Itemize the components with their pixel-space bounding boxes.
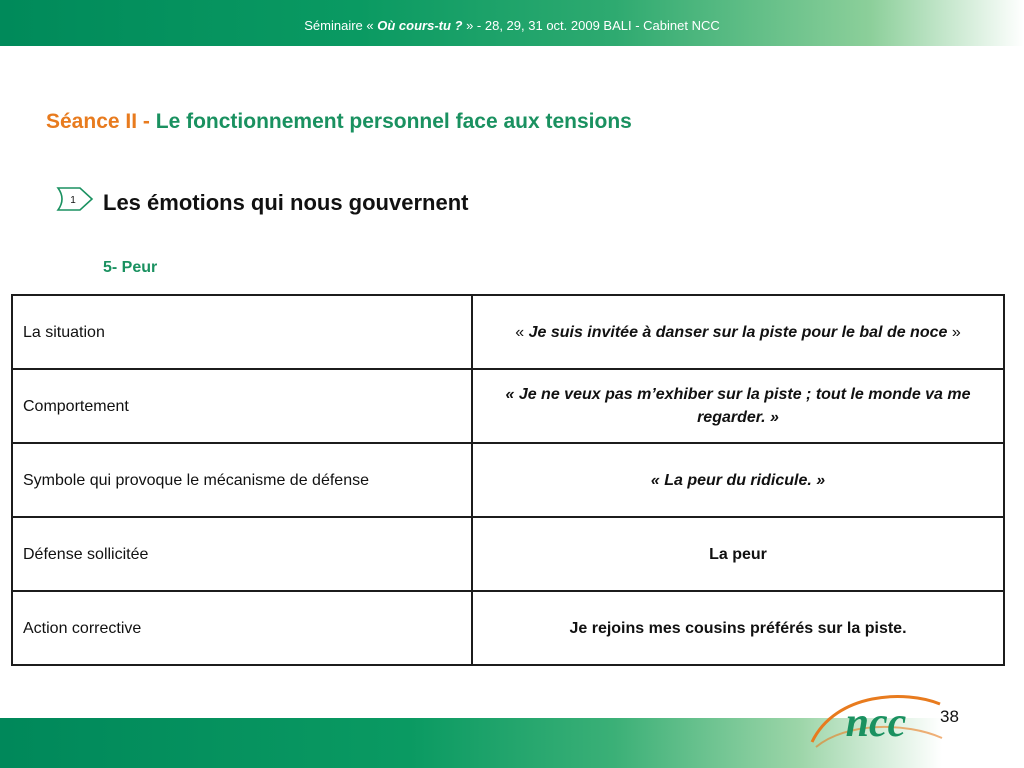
row-label: Action corrective <box>12 591 472 665</box>
quote-close: » <box>951 323 961 341</box>
defense-mechanism-table <box>11 294 1005 666</box>
page-number: 38 <box>940 707 959 726</box>
subheading: 5- Peur <box>103 259 158 276</box>
session-title-text: Le fonctionnement personnel face aux tensions <box>155 110 632 133</box>
table-row <box>12 517 1004 591</box>
bullet-number: 1 <box>70 195 76 206</box>
header-title-italic: Où cours-tu ? <box>377 18 463 33</box>
session-title <box>46 110 632 134</box>
row-label: Défense sollicitée <box>12 517 472 591</box>
section-heading: Les émotions qui nous gouvernent <box>103 190 469 215</box>
table-row <box>12 369 1004 443</box>
session-separator: - <box>142 110 150 133</box>
table-row <box>12 443 1004 517</box>
header-banner <box>0 0 1024 46</box>
table-row <box>12 295 1004 369</box>
row-value: La peur <box>472 517 1004 591</box>
row-label: Symbole qui provoque le mécanisme de défense <box>12 443 472 517</box>
header-text <box>0 18 1024 34</box>
row-label: La situation <box>12 295 472 369</box>
numbered-arrow-badge-icon <box>56 185 96 213</box>
ncc-logo <box>806 690 946 750</box>
logo-text: ncc <box>845 700 907 746</box>
header-lead: Séminaire « <box>304 18 374 33</box>
session-prefix: Séance II <box>46 110 138 133</box>
row-label: Comportement <box>12 369 472 443</box>
header-tail: » - 28, 29, 31 oct. 2009 BALI - Cabinet NCC <box>466 18 720 33</box>
row-value: « La peur du ridicule. » <box>472 443 1004 517</box>
table-row <box>12 591 1004 665</box>
row-value: Je rejoins mes cousins préférés sur la piste. <box>472 591 1004 665</box>
situation-text: Je suis invitée à danser sur la piste pour le bal de noce <box>528 323 948 341</box>
quote-open: « <box>515 323 525 341</box>
row-value: « Je ne veux pas m’exhiber sur la piste ; tout le monde va me regarder. » <box>472 369 1004 443</box>
row-value <box>472 295 1004 369</box>
